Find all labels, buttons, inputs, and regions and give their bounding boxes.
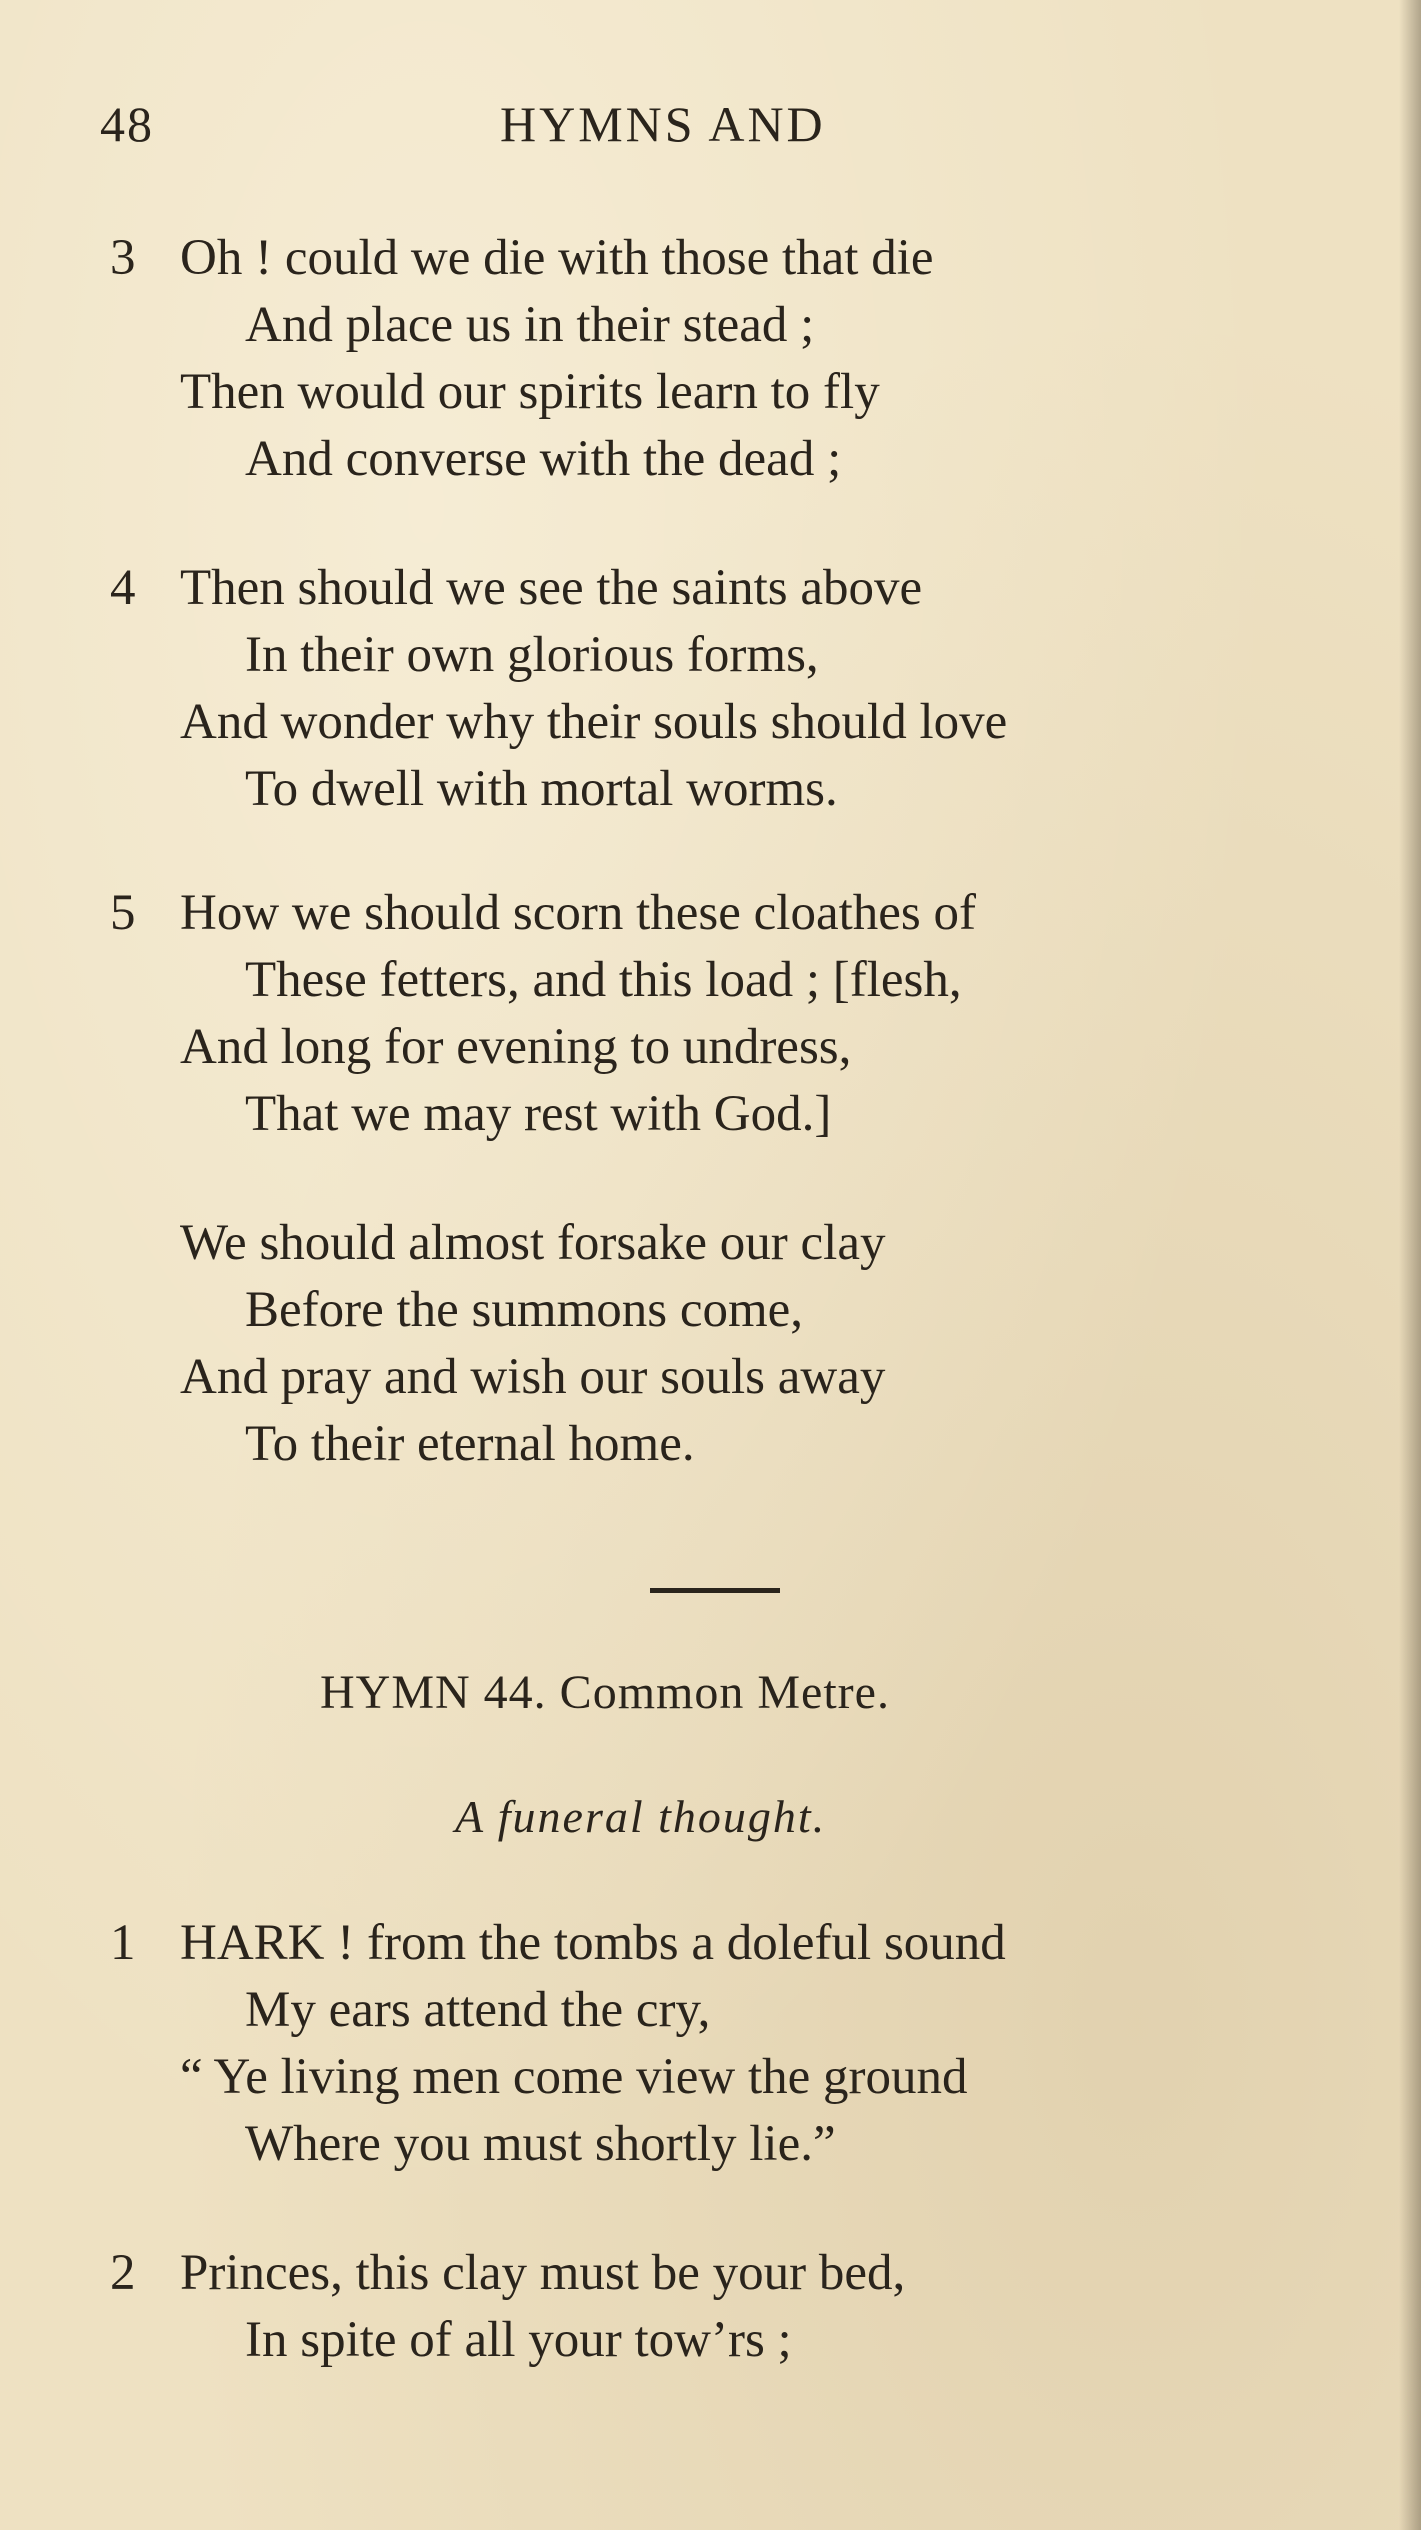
verse-number: 3: [110, 230, 136, 286]
verse-line: Then would our spirits learn to fly: [180, 364, 880, 420]
hymn-title: HYMN 44. Common Metre.: [320, 1666, 890, 1719]
verse-line: And long for evening to undress,: [180, 1019, 852, 1075]
verse-number: 1: [110, 1915, 136, 1971]
verse-line: In their own glorious forms,: [245, 627, 819, 683]
verse-line: These fetters, and this load ; [flesh,: [245, 952, 962, 1008]
verse-line: And pray and wish our souls away: [180, 1349, 886, 1405]
hymn44-verse-2: [110, 2240, 905, 2374]
verse-line: To dwell with mortal worms.: [245, 761, 838, 817]
verse-line: And converse with the dead ;: [245, 431, 842, 487]
page-number: 48: [100, 96, 154, 152]
verse-unnumbered: [110, 1210, 885, 1478]
page-header: [100, 95, 1300, 165]
verse-line: And wonder why their souls should love: [180, 694, 1008, 750]
verse-line: My ears attend the cry,: [245, 1982, 711, 2038]
verse-line: That we may rest with God.]: [245, 1086, 832, 1142]
verse-line: In spite of all your tow’rs ;: [245, 2312, 792, 2368]
verse-line: Then should we see the saints above: [180, 560, 923, 616]
verse-line: HARK ! from the tombs a doleful sound: [180, 1915, 1006, 1971]
page-edge-shadow: [1399, 0, 1421, 2530]
verse-4: [110, 555, 1007, 823]
verse-line: Before the summons come,: [245, 1282, 804, 1338]
verse-line: “ Ye living men come view the ground: [180, 2049, 968, 2105]
section-divider: [650, 1588, 780, 1593]
verse-line: We should almost forsake our clay: [180, 1215, 886, 1271]
verse-line: Princes, this clay must be your bed,: [180, 2245, 906, 2301]
running-head: HYMNS AND: [500, 96, 826, 152]
verse-5: [110, 880, 976, 1148]
verse-number: 2: [110, 2245, 136, 2301]
verse-line: To their eternal home.: [245, 1416, 695, 1472]
verse-line: Oh ! could we die with those that die: [180, 230, 934, 286]
verse-line: And place us in their stead ;: [245, 297, 815, 353]
verse-number: 4: [110, 560, 136, 616]
hymn44-verse-1: [110, 1910, 1006, 2178]
verse-number: 5: [110, 885, 136, 941]
verse-3: [110, 225, 934, 493]
verse-line: Where you must shortly lie.”: [245, 2116, 836, 2172]
hymn-subtitle: A funeral thought.: [455, 1791, 827, 1842]
verse-line: How we should scorn these cloathes of: [180, 885, 976, 941]
